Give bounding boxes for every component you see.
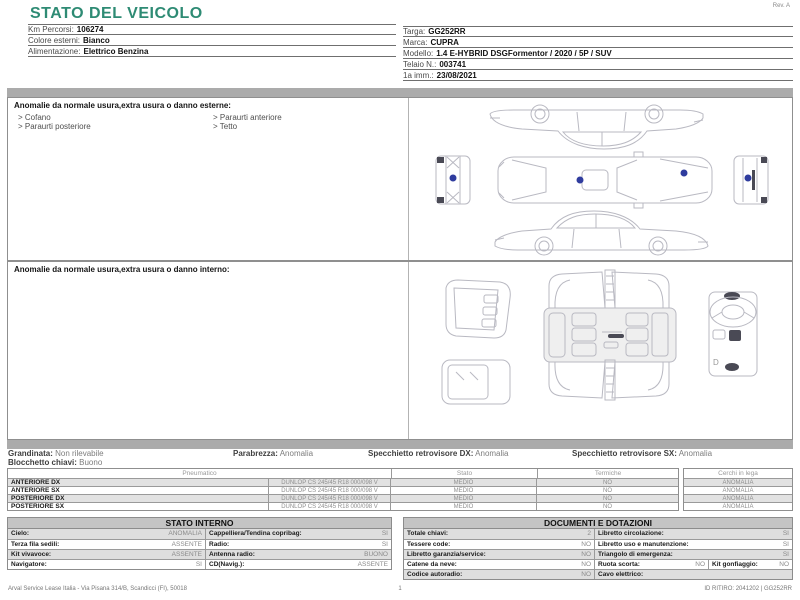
field-value: SI <box>782 541 789 548</box>
info-value: 23/08/2021 <box>436 70 477 80</box>
footer-page-number: 1 <box>398 586 402 592</box>
field-label: Ruota scorta: <box>594 560 676 569</box>
field-value: NO <box>581 541 591 548</box>
table-row <box>404 529 792 539</box>
anomaly-item: > Paraurti anteriore <box>213 113 282 122</box>
info-label: Colore esterni: <box>28 35 81 45</box>
cerchi-value: ANOMALIA <box>722 495 754 502</box>
info-value: Elettrico Benzina <box>83 46 149 56</box>
info-row <box>28 35 396 46</box>
documents-table <box>403 517 793 580</box>
field-label: Kit gonfiaggio: <box>708 560 764 569</box>
field-value: BUONO <box>364 551 388 558</box>
table-row <box>404 569 792 579</box>
info-row <box>28 46 396 57</box>
field-label: Antenna radio: <box>205 550 333 559</box>
cerchi-header-row <box>684 469 792 478</box>
vehicle-info-right <box>403 26 793 81</box>
field-label: Cappelliera/Tendina copribag: <box>205 529 333 539</box>
condition-blocchetto-chiavi <box>8 458 102 467</box>
condition-specchietto-dx <box>368 449 509 458</box>
field-label: Libretto circolazione: <box>594 529 732 539</box>
condition-value: Anomalia <box>279 449 314 458</box>
field-value: SI <box>381 541 388 548</box>
cabin-view <box>544 270 676 400</box>
car-interior-diagram <box>412 268 792 436</box>
condition-grandinata <box>8 449 104 458</box>
boot-lid-view <box>442 360 510 404</box>
tyre-header-pneumatico: Pneumatico <box>182 470 217 477</box>
field-label: Triangolo di emergenza: <box>594 550 732 559</box>
dashboard-letter: D <box>713 358 719 367</box>
field-value: NO <box>779 561 789 568</box>
field-label: CD(Navig.): <box>205 560 333 569</box>
field-label: Terza fila sedili: <box>11 541 60 548</box>
info-row <box>28 24 396 35</box>
tyre-position: ANTERIORE SX <box>11 487 60 494</box>
field-value: NO <box>581 571 591 578</box>
tyre-spec: DUNLOP CS 245/45 R18 000/098 V <box>268 487 390 494</box>
table-row <box>8 559 391 569</box>
info-value: 106274 <box>76 25 104 34</box>
condition-parabrezza <box>233 449 313 458</box>
interior-state-table <box>7 517 392 570</box>
tyre-position: POSTERIORE SX <box>11 503 65 510</box>
condition-label: Specchietto retrovisore SX: <box>572 449 677 458</box>
info-label: Telaio N.: <box>403 59 437 69</box>
field-value: SI <box>782 530 789 537</box>
footer-ritiro-id: ID RITIRO: 2041202 | GG252RR <box>704 586 792 592</box>
table-title: STATO INTERNO <box>8 518 391 529</box>
tyre-position: ANTERIORE DX <box>11 479 61 486</box>
table-row <box>404 559 792 569</box>
anomaly-dot-rear-bumper <box>450 175 457 182</box>
tyre-header-row <box>8 469 678 478</box>
tyre-header-termiche: Termiche <box>537 469 678 478</box>
condition-label: Grandinata: <box>8 449 53 458</box>
section-title: Anomalie da normale usura,extra usura o danno esterne: <box>14 101 231 110</box>
field-value: ANOMALIA <box>168 530 202 537</box>
field-value: ASSENTE <box>171 541 202 548</box>
info-label: Alimentazione: <box>28 46 81 56</box>
vehicle-info-left <box>28 24 396 57</box>
info-label: Modello: <box>403 48 434 58</box>
anomaly-item: > Cofano <box>18 113 51 122</box>
info-label: Marca: <box>403 37 428 47</box>
cerchi-value: ANOMALIA <box>722 503 754 510</box>
field-value: ASSENTE <box>171 551 202 558</box>
table-row <box>8 539 391 549</box>
tyre-termiche: NO <box>536 487 678 494</box>
field-value: ASSENTE <box>357 561 388 568</box>
field-value: NO <box>581 551 591 558</box>
info-row <box>403 26 793 37</box>
tyre-row-anteriore-dx <box>8 478 678 486</box>
field-label: Libretto garanzia/service: <box>407 551 486 558</box>
tyre-stato: MEDIO <box>390 495 536 502</box>
field-value: NO <box>581 561 591 568</box>
cerchi-value: ANOMALIA <box>722 487 754 494</box>
table-title: DOCUMENTI E DOTAZIONI <box>404 518 792 529</box>
page-footer <box>0 586 800 598</box>
info-label: Km Percorsi: <box>28 25 74 34</box>
cerchi-row <box>684 494 792 502</box>
info-row <box>403 70 793 81</box>
field-label: Catene da neve: <box>407 561 457 568</box>
tyre-termiche: NO <box>536 503 678 510</box>
anomaly-dot-roof <box>577 177 584 184</box>
field-label: Cavo elettrico: <box>594 570 732 579</box>
table-row <box>404 539 792 549</box>
field-value: SI <box>381 530 388 537</box>
info-row <box>403 48 793 59</box>
condition-label: Specchietto retrovisore DX: <box>368 449 474 458</box>
field-value: NO <box>695 561 705 568</box>
condition-label: Blocchetto chiavi: <box>8 458 77 467</box>
tyre-termiche: NO <box>536 495 678 502</box>
tyre-table <box>7 468 679 511</box>
field-label: Totale chiavi: <box>407 530 449 537</box>
field-label: Kit vivavoce: <box>11 551 52 558</box>
tyre-header-stato: Stato <box>391 469 537 478</box>
field-value: SI <box>782 551 789 558</box>
condition-value: Non rilevabile <box>55 449 104 458</box>
tyre-stato: MEDIO <box>390 503 536 510</box>
info-value: 003741 <box>439 59 467 69</box>
table-row <box>8 549 391 559</box>
tyre-spec: DUNLOP CS 245/45 R18 000/098 V <box>268 495 390 502</box>
divider-band <box>7 440 793 449</box>
info-value: GG252RR <box>428 27 466 36</box>
tyre-row-posteriore-dx <box>8 494 678 502</box>
cerchi-row <box>684 486 792 494</box>
revision-label: Rev. A <box>772 3 790 9</box>
car-plan-view <box>498 152 712 208</box>
condition-value: Buono <box>79 458 103 467</box>
field-label: Navigatore: <box>11 561 47 568</box>
cerchi-row <box>684 478 792 486</box>
info-value: CUPRA <box>430 37 459 47</box>
tyre-position: POSTERIORE DX <box>11 495 65 502</box>
front-bumper-view <box>734 156 768 204</box>
cerchi-header: Cerchi in lega <box>718 470 758 477</box>
condition-value: Anomalia <box>475 449 509 458</box>
table-row <box>8 529 391 539</box>
section-divider <box>408 98 409 260</box>
anomaly-item: > Tetto <box>213 122 238 131</box>
section-divider <box>408 262 409 439</box>
field-label: Tessere code: <box>407 541 451 548</box>
condition-label: Parabrezza: <box>233 449 278 458</box>
tyre-stato: MEDIO <box>390 487 536 494</box>
info-row <box>403 37 793 48</box>
anomaly-dot-front-bumper <box>745 175 752 182</box>
info-value: 1.4 E-HYBRID DSGFormentor / 2020 / 5P / SUV <box>436 48 612 58</box>
anomaly-item: > Paraurti posteriore <box>18 122 91 131</box>
field-label: Cielo: <box>11 530 30 537</box>
field-label: Codice autoradio: <box>407 571 463 578</box>
tyre-stato: MEDIO <box>390 479 536 486</box>
condition-value: Anomalia <box>678 449 713 458</box>
tyre-termiche: NO <box>536 479 678 486</box>
tyre-spec: DUNLOP CS 245/45 R18 000/098 V <box>268 479 390 486</box>
field-label: Libretto uso e manutenzione: <box>594 540 732 549</box>
page-title: STATO DEL VEICOLO <box>30 5 203 22</box>
footer-company: Arval Service Lease Italia - Via Pisana 314/B, Scandicci (FI), 50018 <box>8 586 187 592</box>
trunk-view <box>446 280 510 338</box>
field-value: SI <box>195 561 202 568</box>
anomaly-dot-bonnet <box>681 170 688 177</box>
field-value: 2 <box>587 530 591 537</box>
info-label: Targa: <box>403 27 426 36</box>
info-label: 1a imm.: <box>403 70 434 80</box>
field-value <box>732 570 792 579</box>
info-row <box>403 59 793 70</box>
tyre-row-posteriore-sx <box>8 502 678 510</box>
tyre-row-anteriore-sx <box>8 486 678 494</box>
cerchi-value: ANOMALIA <box>722 479 754 486</box>
car-exterior-diagram <box>412 100 792 258</box>
dashboard-view <box>709 292 757 376</box>
alloy-wheels-table <box>683 468 793 511</box>
section-title: Anomalie da normale usura,extra usura o danno interno: <box>14 265 230 274</box>
cerchi-row <box>684 502 792 510</box>
info-value: Bianco <box>83 35 110 45</box>
divider-band <box>7 88 793 97</box>
condition-specchietto-sx <box>572 449 712 458</box>
field-label: Radio: <box>205 540 333 549</box>
tyre-spec: DUNLOP CS 245/45 R18 000/098 V <box>268 503 390 510</box>
table-row <box>404 549 792 559</box>
